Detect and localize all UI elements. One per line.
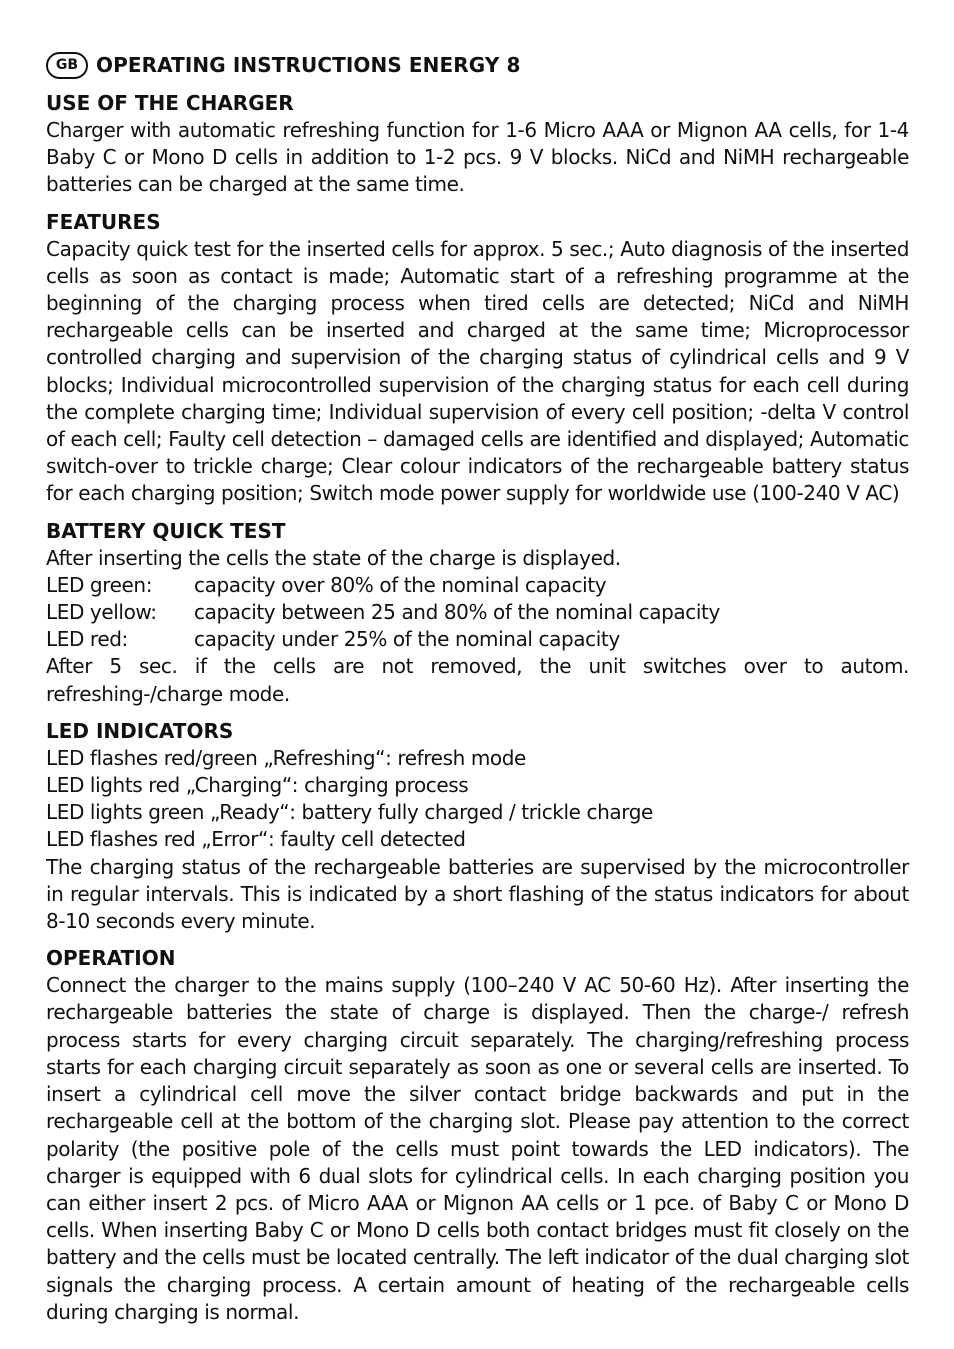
use-paragraph: Charger with automatic refreshing function for 1-6 Micro AAA or Mignon AA cells, for 1-4 Baby C or Mono D cells in addition to 1-2 pcs. 9 V blocks. NiCd and NiMH rechargeable batteries can be charged at the same time. [46, 118, 909, 197]
led-label: LED red: [46, 627, 128, 652]
led-row-green [46, 572, 909, 599]
led-row-yellow [46, 599, 909, 626]
indicator-line: LED lights green „Ready“: battery fully charged / trickle charge [46, 800, 653, 825]
heading-use: USE OF THE CHARGER [46, 91, 294, 115]
heading-quick-test: BATTERY QUICK TEST [46, 518, 286, 543]
document-page [46, 50, 909, 1326]
led-desc: capacity between 25 and 80% of the nominal capacity [194, 600, 720, 625]
led-desc: capacity over 80% of the nominal capacity [194, 572, 607, 597]
heading-features: FEATURES [46, 209, 161, 234]
indicator-line: LED flashes red „Error“: faulty cell detected [46, 827, 466, 852]
features-paragraph: Capacity quick test for the inserted cells for approx. 5 sec.; Auto diagnosis of the inserted cells as soon as contact is made; Automatic start of a refreshing programme at the beginning of the charging process when tired cells are detected; NiCd and NiMH rechargeable cells can be inserted and charged at the same time; Microprocessor controlled charging and supervision of the charging status of cylindrical cells and 9 V blocks; Individual microcontrolled supervision of the charging status for each cell during the complete charging time; Individual supervision of every cell position; -delta V control of each cell; Faulty cell detection – damaged cells are identified and displayed; Automatic switch-over to trickle charge; Clear colour indicators of the rechargeable battery status for each charging position; Switch mode power supply for worldwide use (100-240 V AC) [46, 236, 909, 506]
heading-indicators: LED INDICATORS [46, 718, 234, 743]
indicator-line: LED lights red „Charging“: charging process [46, 773, 469, 798]
quick-test-outro: After 5 sec. if the cells are not removed, the unit switches over to autom. refreshing-/charge mode. [46, 654, 909, 706]
heading-operation: OPERATION [46, 946, 176, 971]
document-title: OPERATING INSTRUCTIONS ENERGY 8 [96, 53, 521, 77]
led-label: LED green: [46, 572, 153, 597]
operation-paragraph: Connect the charger to the mains supply (100–240 V AC 50-60 Hz). After inserting the rechargeable batteries the state of charge is displayed. Then the charge-/ refresh process starts for every charging circuit separately. The charging/refreshing process starts for each charging circuit separately as soon as one or several cells are inserted. To insert a cylindrical cell move the silver contact bridge backwards and put in the rechargeable cell at the bottom of the charging slot. Please pay attention to the correct polarity (the positive pole of the cells must point towards the LED indicators). The charger is equipped with 6 dual slots for cylindrical cells. In each charging position you can either insert 2 pcs. of Micro AAA or Mignon AA cells or 1 pce. of Baby C or Mono D cells. When inserting Baby C or Mono D cells both contact bridges must fit closely on the battery and the cells must be located centrally. The left indicator of the dual charging slot signals the charging process. A certain amount of heating of the rechargeable cells during charging is normal. [46, 973, 909, 1324]
country-badge: GB [46, 52, 88, 79]
indicators-paragraph: The charging status of the rechargeable batteries are supervised by the microcontroller in regular intervals. This is indicated by a short flashing of the status indicators for about 8-10 seconds every minute. [46, 854, 909, 934]
led-label: LED yellow: [46, 600, 157, 625]
led-row-red [46, 626, 909, 653]
quick-test-intro: After inserting the cells the state of the charge is displayed. [46, 545, 621, 570]
title-row [46, 50, 909, 80]
led-desc: capacity under 25% of the nominal capacity [194, 627, 620, 652]
indicator-line: LED flashes red/green „Refreshing“: refresh mode [46, 745, 526, 770]
